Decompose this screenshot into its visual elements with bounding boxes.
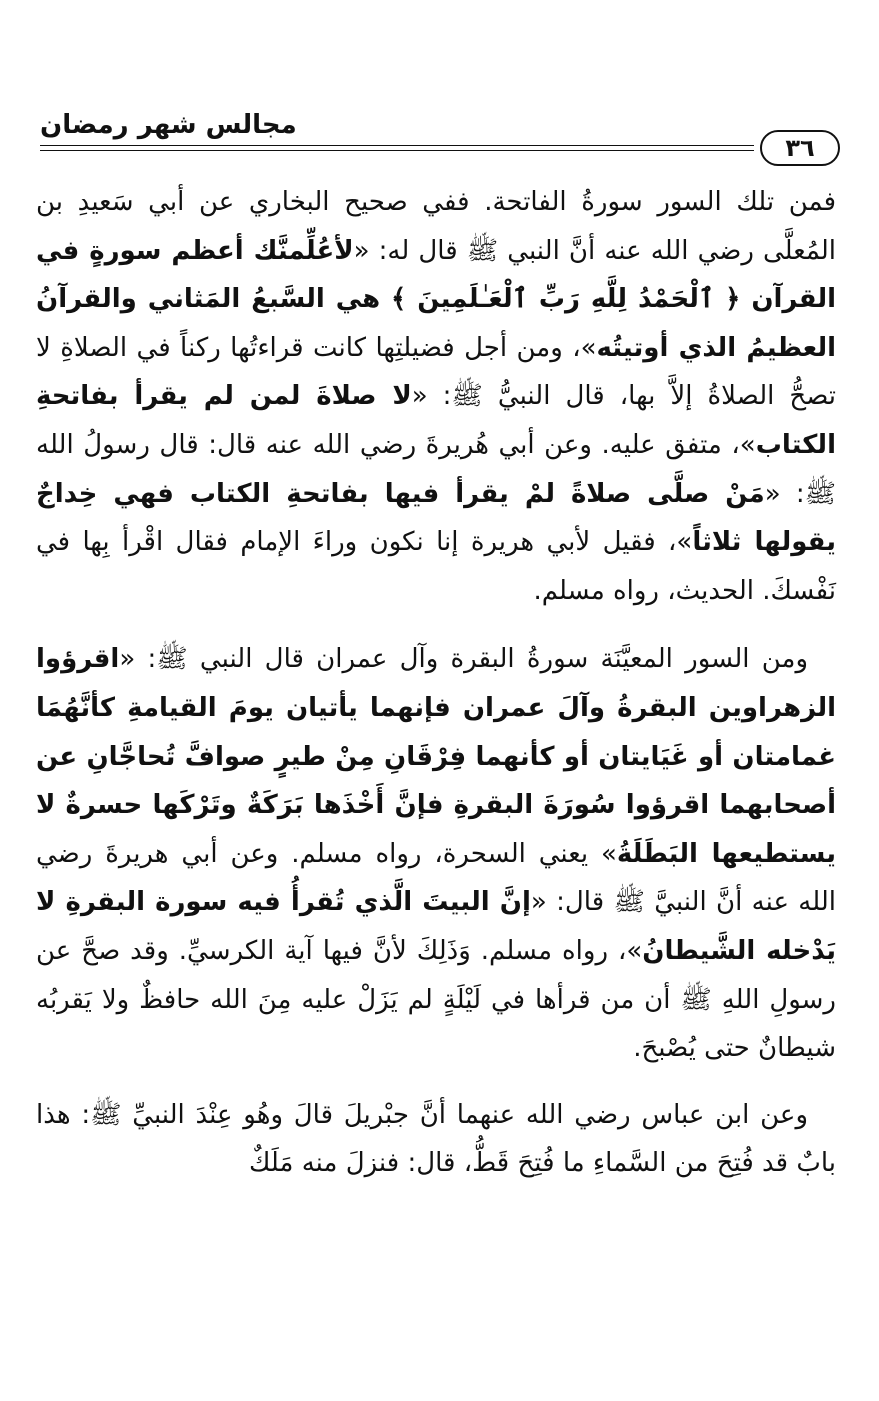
page-number: ٣٦ bbox=[760, 130, 840, 166]
hadith-quote: اقرؤوا الزهراوين البقرةُ وآلَ عمران فإنهما يأتيان يومَ القيامةِ كأنَّهُمَا غمامتان أو غَيَايتان أو كأنهما فِرْقَانِ مِنْ طيرٍ صوافَّ تُحاجَّانِ عن أصحابهما اقرؤوا سُورَةَ البقرةِ فإنَّ أَخْذَها بَرَكَةٌ وتَرْكَها حسرةٌ لا يستطيعها البَطَلَةُ bbox=[36, 644, 836, 869]
header-rule-bottom bbox=[40, 150, 754, 151]
text-run: »، رواه مسلم. وَذَلِكَ لأنَّ فيها آية الكرسيِّ. وقد صحَّ عن رسولِ اللهِ ﷺ أن من قرأها في لَيْلَةٍ لم يَزَلْ عليه مِنَ الله حافظٌ ولا يَقربُه شيطانٌ حتى يُصْبحَ. bbox=[36, 935, 836, 1064]
hadith-quote: لا صلاةَ لمن لم يقرأ بفاتحةِ الكتاب bbox=[36, 381, 836, 460]
page-body bbox=[36, 178, 836, 1188]
running-header bbox=[40, 96, 840, 166]
text-run: »، ومن أجل فضيلتِها كانت قراءتُها ركناً في الصلاةِ لا تصحُّ الصلاةُ إلاَّ بها، قال النبيُّ ﷺ: « bbox=[36, 332, 836, 412]
text-run: ومن السور المعيَّنَة سورةُ البقرة وآل عمران قال النبي ﷺ: « bbox=[119, 644, 808, 675]
hadith-quote: إنَّ البيتَ الَّذي تُقرأُ فيه سورة البقرةِ لا يَدْخله الشَّيطانُ bbox=[36, 887, 836, 966]
header-title: مجالس شهر رمضان bbox=[40, 110, 297, 140]
text-run: وعن ابن عباس رضي الله عنهما أنَّ جبْريلَ قالَ وهُو عِنْدَ النبيِّ ﷺ: هذا بابٌ قد فُتِحَ من السَّماءِ ما فُتِحَ قَطُّ، قال: فنزلَ منه مَلَكٌ bbox=[36, 1099, 836, 1179]
paragraph-gap bbox=[36, 1073, 836, 1091]
text-run: »، فقيل لأبي هريرة إنا نكون وراءَ الإمام فقال اقْرأ بِها في نَفْسكَ. الحديث، رواه مسلم. bbox=[36, 527, 836, 606]
hadith-quote: لأعُلِّمنَّك أعظم سورةٍ في القرآن ﴿ ٱلْحَمْدُ لِلَّهِ رَبِّ ٱلْعَـٰلَمِينَ ﴾ هي السَّبعُ المَثاني والقرآنُ العظيمُ الذي أوتيتُه bbox=[36, 235, 837, 363]
paragraph-gap bbox=[36, 615, 836, 635]
text-run: » يعني السحرة، رواه مسلم. وعن أبي هريرةَ رضي الله عنه أنَّ النبيَّ ﷺ قال: « bbox=[36, 838, 836, 918]
header-rule-top bbox=[40, 145, 754, 146]
hadith-quote: مَنْ صلَّى صلاةً لمْ يقرأ فيها بفاتحةِ الكتاب فهي خِداجٌ يقولها ثلاثاً bbox=[36, 478, 837, 558]
paragraph-baqara bbox=[36, 635, 836, 1072]
text-run: »، متفق عليه. وعن أبي هُريرةَ رضي الله عنه قال: قال رسولُ الله ﷺ: « bbox=[36, 429, 837, 509]
paragraph-ibn-abbas bbox=[36, 1091, 836, 1188]
text-run: فمن تلك السور سورةُ الفاتحة. ففي صحيح البخاري عن أبي سَعيدِ بن المُعلَّى رضي الله عنه أنَّ النبي ﷺ قال له: « bbox=[36, 187, 837, 266]
paragraph-fatiha bbox=[36, 178, 836, 615]
